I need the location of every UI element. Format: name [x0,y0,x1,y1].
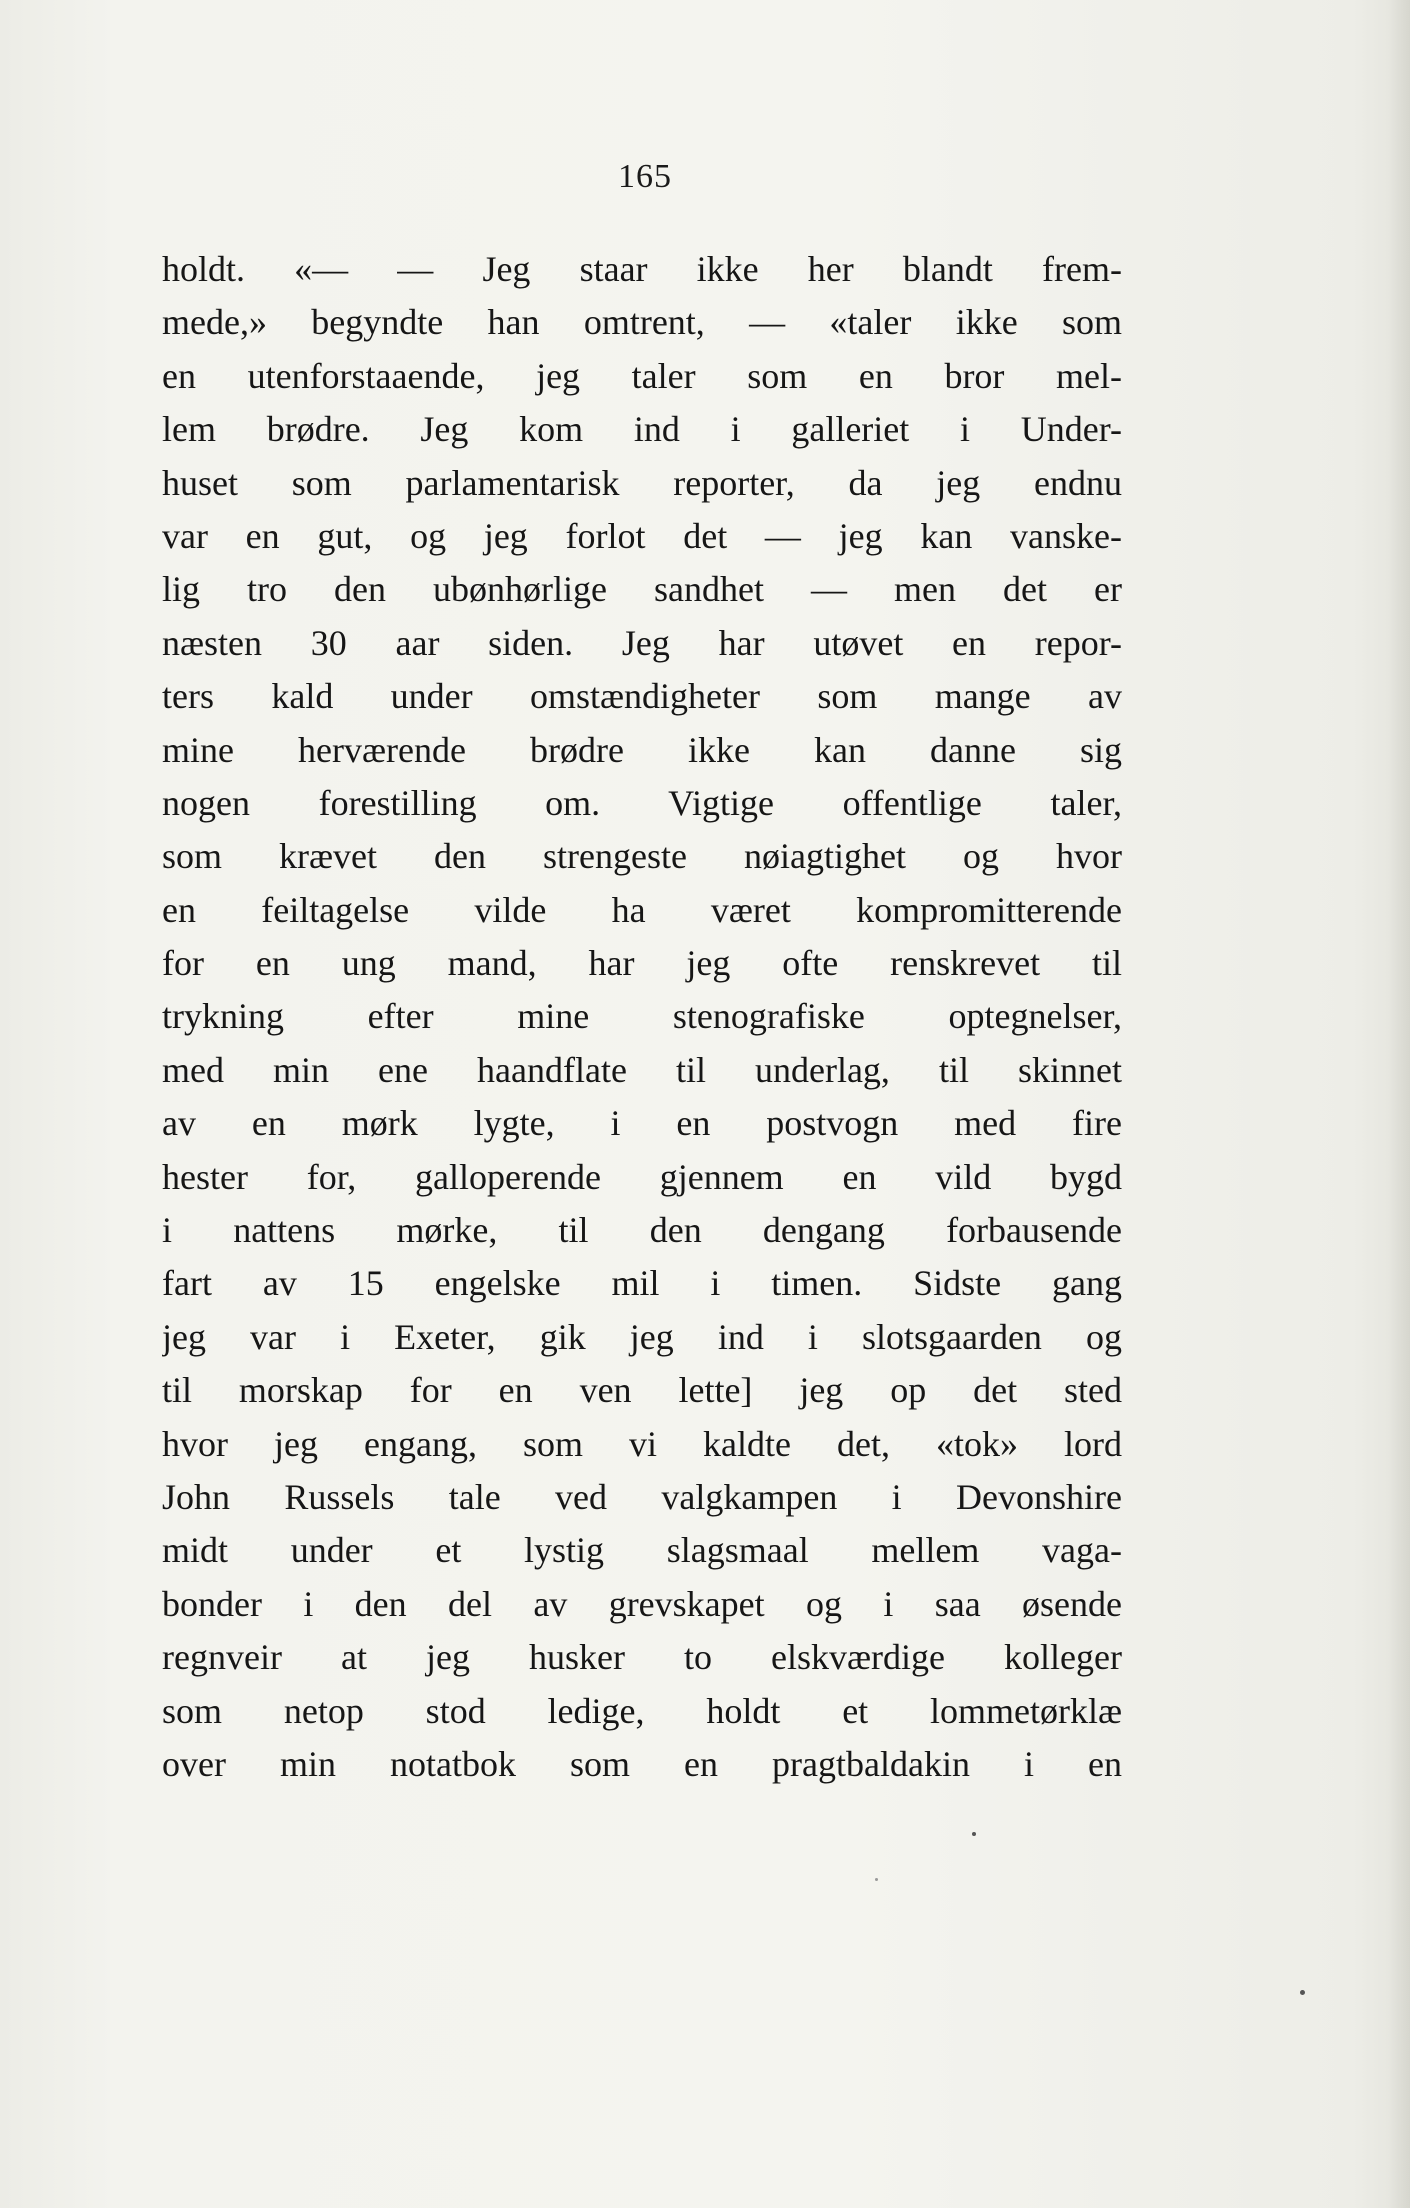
text-line: med min ene haandflate til underlag, til skinnet [162,1049,1122,1090]
text-line: mine herværende brødre ikke kan danne sig [162,729,1122,770]
text-line: som krævet den strengeste nøiagtighet og hvor [162,836,1122,877]
text-line: trykning efter mine stenografiske optegnelser, [162,996,1122,1037]
text-line: hvor jeg engang, som vi kaldte det, «tok» lord [162,1423,1122,1464]
text-line: fart av 15 engelske mil i timen. Sidste gang [162,1263,1122,1304]
paper-speck [875,1878,878,1881]
text-line: lig tro den ubønhørlige sandhet — men det er [162,569,1122,610]
text-line: var en gut, og jeg forlot det — jeg kan vanske- [162,515,1122,556]
text-line: lem brødre. Jeg kom ind i galleriet i Under- [162,409,1122,450]
text-line: midt under et lystig slagsmaal mellem vaga- [162,1530,1122,1571]
page-edge-shadow [1388,0,1410,2208]
text-line: mede,» begyndte han omtrent, — «taler ikke som [162,302,1122,343]
text-line: næsten 30 aar siden. Jeg har utøvet en repor- [162,622,1122,663]
text-line: holdt. «— — Jeg staar ikke her blandt frem- [162,249,1122,289]
text-line: til morskap for en ven lette] jeg op det sted [162,1370,1122,1411]
text-line: regnveir at jeg husker to elskværdige kolleger [162,1637,1122,1678]
text-line: hester for, galloperende gjennem en vild bygd [162,1156,1122,1197]
text-line: av en mørk lygte, i en postvogn med fire [162,1103,1122,1144]
text-line: over min notatbok som en pragtbaldakin i en [162,1743,1122,1784]
paper-speck [1300,1990,1305,1995]
body-text [162,243,1122,1791]
text-line: John Russels tale ved valgkampen i Devonshire [162,1476,1122,1517]
text-line: i nattens mørke, til den dengang forbausende [162,1210,1122,1251]
text-line: for en ung mand, har jeg ofte renskrevet til [162,943,1122,984]
text-line: jeg var i Exeter, gik jeg ind i slotsgaarden og [162,1316,1122,1357]
text-line: huset som parlamentarisk reporter, da jeg endnu [162,462,1122,503]
text-line: en utenforstaaende, jeg taler som en bror mel- [162,355,1122,396]
page-number: 165 [618,158,672,195]
text-line: som netop stod ledige, holdt et lommetørklæ [162,1690,1122,1731]
text-line: bonder i den del av grevskapet og i saa øsende [162,1583,1122,1624]
paper-speck [972,1832,976,1836]
text-line: en feiltagelse vilde ha været kompromitterende [162,889,1122,930]
text-line: nogen forestilling om. Vigtige offentlige taler, [162,782,1122,823]
text-line: ters kald under omstændigheter som mange av [162,676,1122,717]
